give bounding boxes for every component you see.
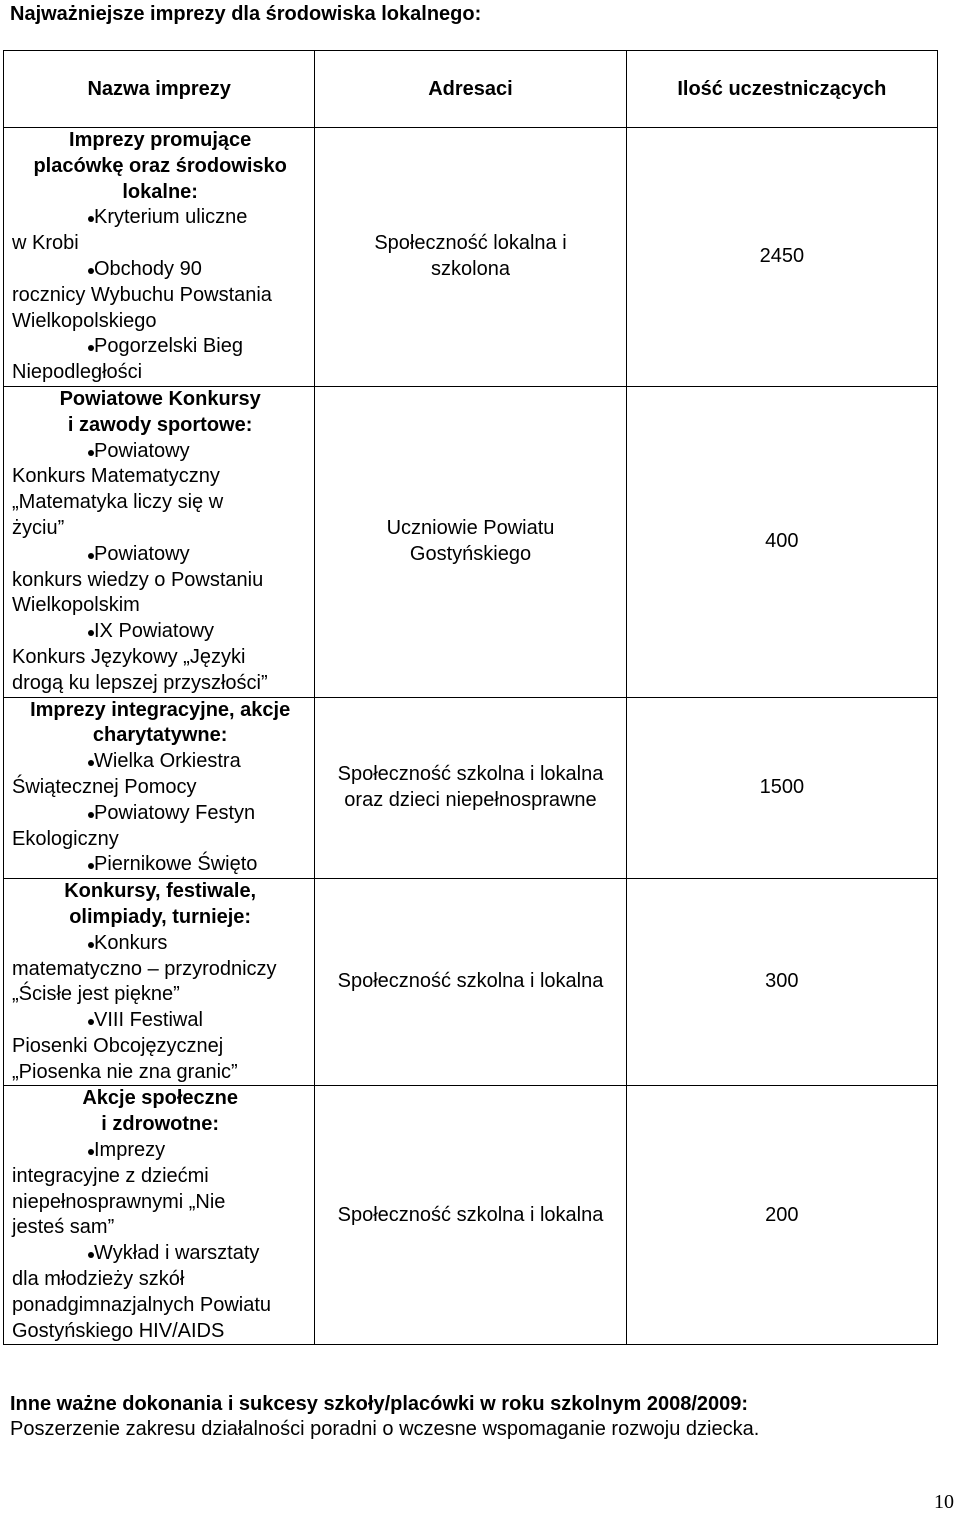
event-list-item: [12, 749, 308, 801]
event-list-item: [12, 439, 308, 542]
audience-line: szkolona: [431, 257, 510, 280]
event-list-cell: [4, 386, 315, 697]
event-name-line: Niepodległości: [12, 361, 143, 384]
category-title-line: Akcje społeczne: [82, 1087, 238, 1110]
participant-count-cell: 1500: [626, 697, 937, 879]
event-list-item: [12, 1008, 308, 1085]
audience-cell: [315, 879, 626, 1086]
event-name-line: Świątecznej Pomocy: [12, 775, 197, 798]
event-list-cell: [4, 697, 315, 879]
event-name-first-line: VIII Festiwal: [12, 1008, 308, 1034]
event-name-line: Piosenki Obcojęzycznej: [12, 1034, 224, 1057]
audience-line: Społeczność szkolna i lokalna: [337, 1203, 604, 1226]
event-name-line: jesteś sam”: [12, 1216, 115, 1239]
table-row: [4, 386, 938, 697]
event-list-item: [12, 257, 308, 334]
page-heading: Najważniejsze imprezy dla środowiska lokalnego:: [10, 3, 482, 25]
event-name-line: drogą ku lepszej przyszłości”: [12, 671, 268, 694]
event-category-title: [12, 879, 308, 931]
event-list-item: [12, 931, 308, 1008]
category-title-line: placówkę oraz środowisko: [33, 154, 287, 177]
achievements-text: Poszerzenie zakresu działalności poradni o wczesne wspomaganie rozwoju dziecka.: [10, 1418, 760, 1440]
event-list-item: [12, 801, 308, 853]
event-list-item: [12, 1241, 308, 1344]
participant-count-cell: 200: [626, 1086, 937, 1345]
event-list-item: [12, 852, 308, 878]
event-list-cell: [4, 879, 315, 1086]
event-name-first-line: Obchody 90: [12, 257, 308, 283]
event-name-first-line: Wykład i warsztaty: [12, 1241, 308, 1267]
event-name-first-line: Piernikowe Święto: [12, 852, 308, 878]
audience-line: Gostyńskiego: [409, 542, 532, 565]
event-name-line: matematyczno – przyrodniczy: [12, 957, 277, 980]
category-title-line: Konkursy, festiwale,: [64, 880, 257, 903]
event-name-first-line: Imprezy: [12, 1138, 308, 1164]
category-title-line: Imprezy integracyjne, akcje: [30, 698, 291, 721]
event-list-cell: [4, 1086, 315, 1345]
page-number: 10: [934, 1491, 954, 1513]
header-participant-count: Ilość uczestniczących: [626, 51, 937, 128]
event-name-line: ponadgimnazjalnych Powiatu: [12, 1293, 272, 1316]
participant-count-cell: 300: [626, 879, 937, 1086]
events-table: [3, 50, 938, 1345]
event-name-line: konkurs wiedzy o Powstaniu: [12, 568, 264, 591]
event-name-line: w Krobi: [12, 232, 79, 255]
event-list-item: [12, 619, 308, 696]
event-name-line: „Ścisłe jest piękne”: [12, 983, 180, 1006]
event-list-item: [12, 334, 308, 386]
event-name-line: „Piosenka nie zna granic”: [12, 1060, 238, 1083]
event-name-line: Konkurs Matematyczny: [12, 465, 220, 488]
event-name-first-line: Powiatowy: [12, 542, 308, 568]
audience-line: Społeczność lokalna i: [374, 232, 567, 255]
event-name-first-line: Konkurs: [12, 931, 308, 957]
audience-line: Społeczność szkolna i lokalna: [337, 970, 604, 993]
audience-line: Społeczność szkolna i lokalna: [337, 763, 604, 786]
audience-cell: [315, 697, 626, 879]
event-name-first-line: Wielka Orkiestra: [12, 749, 308, 775]
event-category-title: [12, 1086, 308, 1138]
header-audience: Adresaci: [315, 51, 626, 128]
event-name-first-line: Powiatowy: [12, 439, 308, 465]
event-list-cell: [4, 128, 315, 387]
table-row: [4, 128, 938, 387]
category-title-line: olimpiady, turnieje:: [69, 905, 252, 928]
event-name-first-line: Pogorzelski Bieg: [12, 334, 308, 360]
event-name-line: „Matematyka liczy się w: [12, 491, 224, 514]
event-name-line: rocznicy Wybuchu Powstania: [12, 283, 272, 306]
event-category-title: [12, 128, 308, 205]
audience-cell: [315, 386, 626, 697]
event-name-line: dla młodzieży szkół: [12, 1268, 185, 1291]
event-name-line: Ekologiczny: [12, 827, 119, 850]
participant-count-cell: 2450: [626, 128, 937, 387]
event-list-item: [12, 1138, 308, 1241]
category-title-line: i zawody sportowe:: [67, 413, 253, 436]
event-name-line: Konkurs Językowy „Języki: [12, 645, 246, 668]
category-title-line: Imprezy promujące: [69, 129, 252, 151]
table-row: [4, 879, 938, 1086]
event-name-line: życiu”: [12, 516, 65, 539]
audience-cell: [315, 1086, 626, 1345]
event-name-first-line: Kryterium uliczne: [12, 205, 308, 231]
audience-line: Uczniowie Powiatu: [386, 516, 555, 539]
table-row: [4, 697, 938, 879]
event-name-line: Wielkopolskiego: [12, 309, 157, 332]
category-title-line: i zdrowotne:: [101, 1113, 220, 1136]
event-name-line: niepełnosprawnymi „Nie: [12, 1190, 226, 1213]
event-list-item: [12, 542, 308, 619]
audience-cell: [315, 128, 626, 387]
event-name-line: Gostyńskiego HIV/AIDS: [12, 1319, 225, 1342]
event-category-title: [12, 387, 308, 439]
category-title-line: lokalne:: [122, 180, 198, 203]
participant-count-cell: 400: [626, 386, 937, 697]
category-title-line: Powiatowe Konkursy: [59, 387, 261, 410]
achievements-title: Inne ważne dokonania i sukcesy szkoły/placówki w roku szkolnym 2008/2009:: [10, 1393, 749, 1415]
header-event-name: Nazwa imprezy: [4, 51, 315, 128]
event-list-item: [12, 205, 308, 257]
event-name-first-line: IX Powiatowy: [12, 619, 308, 645]
event-name-line: Wielkopolskim: [12, 594, 140, 617]
event-category-title: [12, 698, 308, 750]
table-row: [4, 1086, 938, 1345]
audience-line: oraz dzieci niepełnosprawne: [344, 788, 597, 811]
table-header-row: [4, 51, 938, 128]
category-title-line: charytatywne:: [92, 724, 228, 747]
event-name-line: integracyjne z dziećmi: [12, 1164, 209, 1187]
event-name-first-line: Powiatowy Festyn: [12, 801, 308, 827]
